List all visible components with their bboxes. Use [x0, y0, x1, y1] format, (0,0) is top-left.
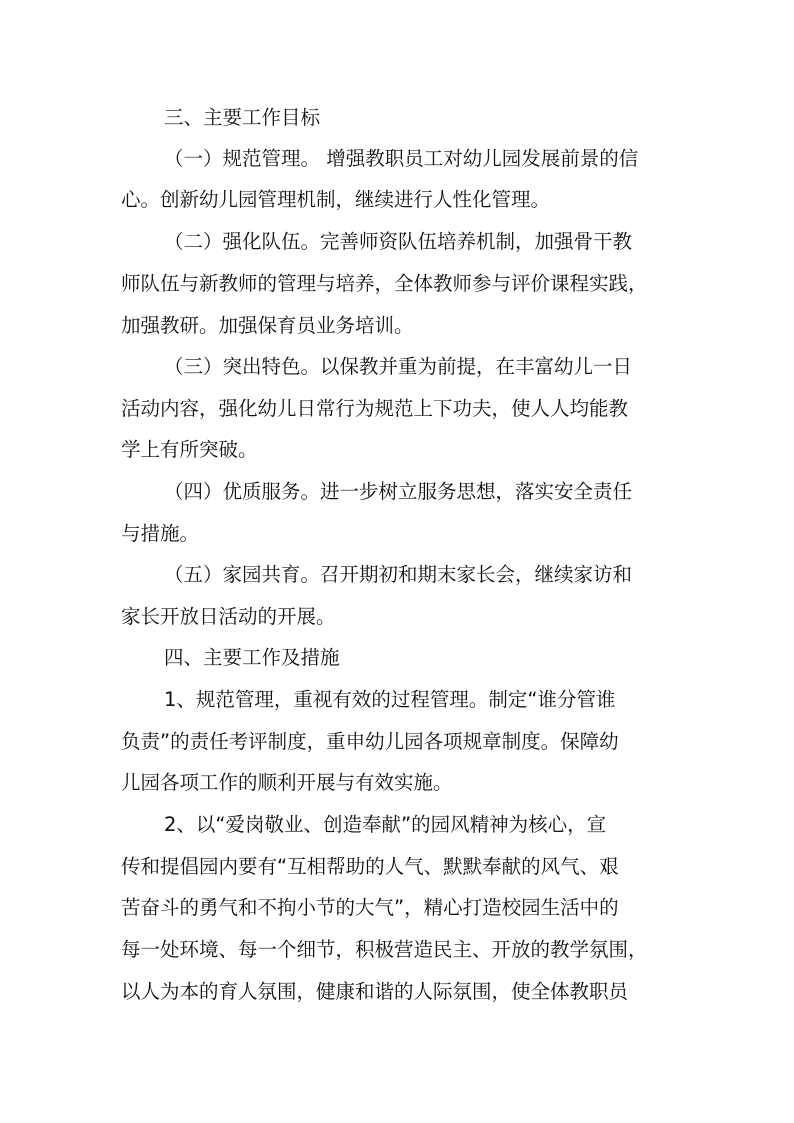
paragraph-line: 家长开放日活动的开展。 [121, 605, 336, 628]
paragraph-line: 心。创新幼儿园管理机制，继续进行人性化管理。 [121, 188, 551, 211]
paragraph-line: （一）规范管理。 增强教职员工对幼儿园发展前景的信 [164, 147, 639, 170]
paragraph-line: （二）强化队伍。完善师资队伍培养机制，加强骨干教 [164, 230, 633, 253]
heading-work-goals: 三、主要工作目标 [164, 106, 321, 129]
paragraph-line: 加强教研。加强保育员业务培训。 [121, 314, 414, 337]
paragraph-line: （五）家园共育。召开期初和期末家长会，继续家访和 [164, 563, 633, 586]
paragraph-line: （三）突出特色。以保教并重为前提，在丰富幼儿一日 [164, 355, 633, 378]
paragraph-line: （四）优质服务。进一步树立服务思想，落实安全责任 [164, 480, 633, 503]
heading-work-measures: 四、主要工作及措施 [164, 646, 340, 669]
paragraph-line: 1、规范管理，重视有效的过程管理。制定“谁分管谁 [164, 688, 616, 711]
paragraph-line: 与措施。 [121, 522, 200, 545]
paragraph-line: 负责”的责任考评制度，重申幼儿园各项规章制度。保障幼 [121, 730, 619, 753]
paragraph-line: 师队伍与新教师的管理与培养，全体教师参与评价课程实践， [121, 272, 648, 295]
paragraph-line: 儿园各项工作的顺利开展与有效实施。 [121, 771, 453, 794]
paragraph-line: 2、以“爱岗敬业、创造奉献”的园风精神为核心，宣 [164, 813, 607, 836]
document-body [121, 0, 681, 1123]
paragraph-line: 以人为本的育人氛围，健康和谐的人际氛围，使全体教职员 [121, 980, 629, 1003]
paragraph-line: 苦奋斗的勇气和不拘小节的大气”，精心打造校园生活中的 [121, 896, 619, 919]
paragraph-line: 活动内容，强化幼儿日常行为规范上下功夫，使人人均能教 [121, 397, 629, 420]
paragraph-line: 学上有所突破。 [121, 438, 258, 461]
paragraph-line: 每一处环境、每一个细节，积极营造民主、开放的教学氛围， [121, 938, 648, 961]
paragraph-line: 传和提倡园内要有“互相帮助的人气、默默奉献的风气、艰 [121, 855, 619, 878]
